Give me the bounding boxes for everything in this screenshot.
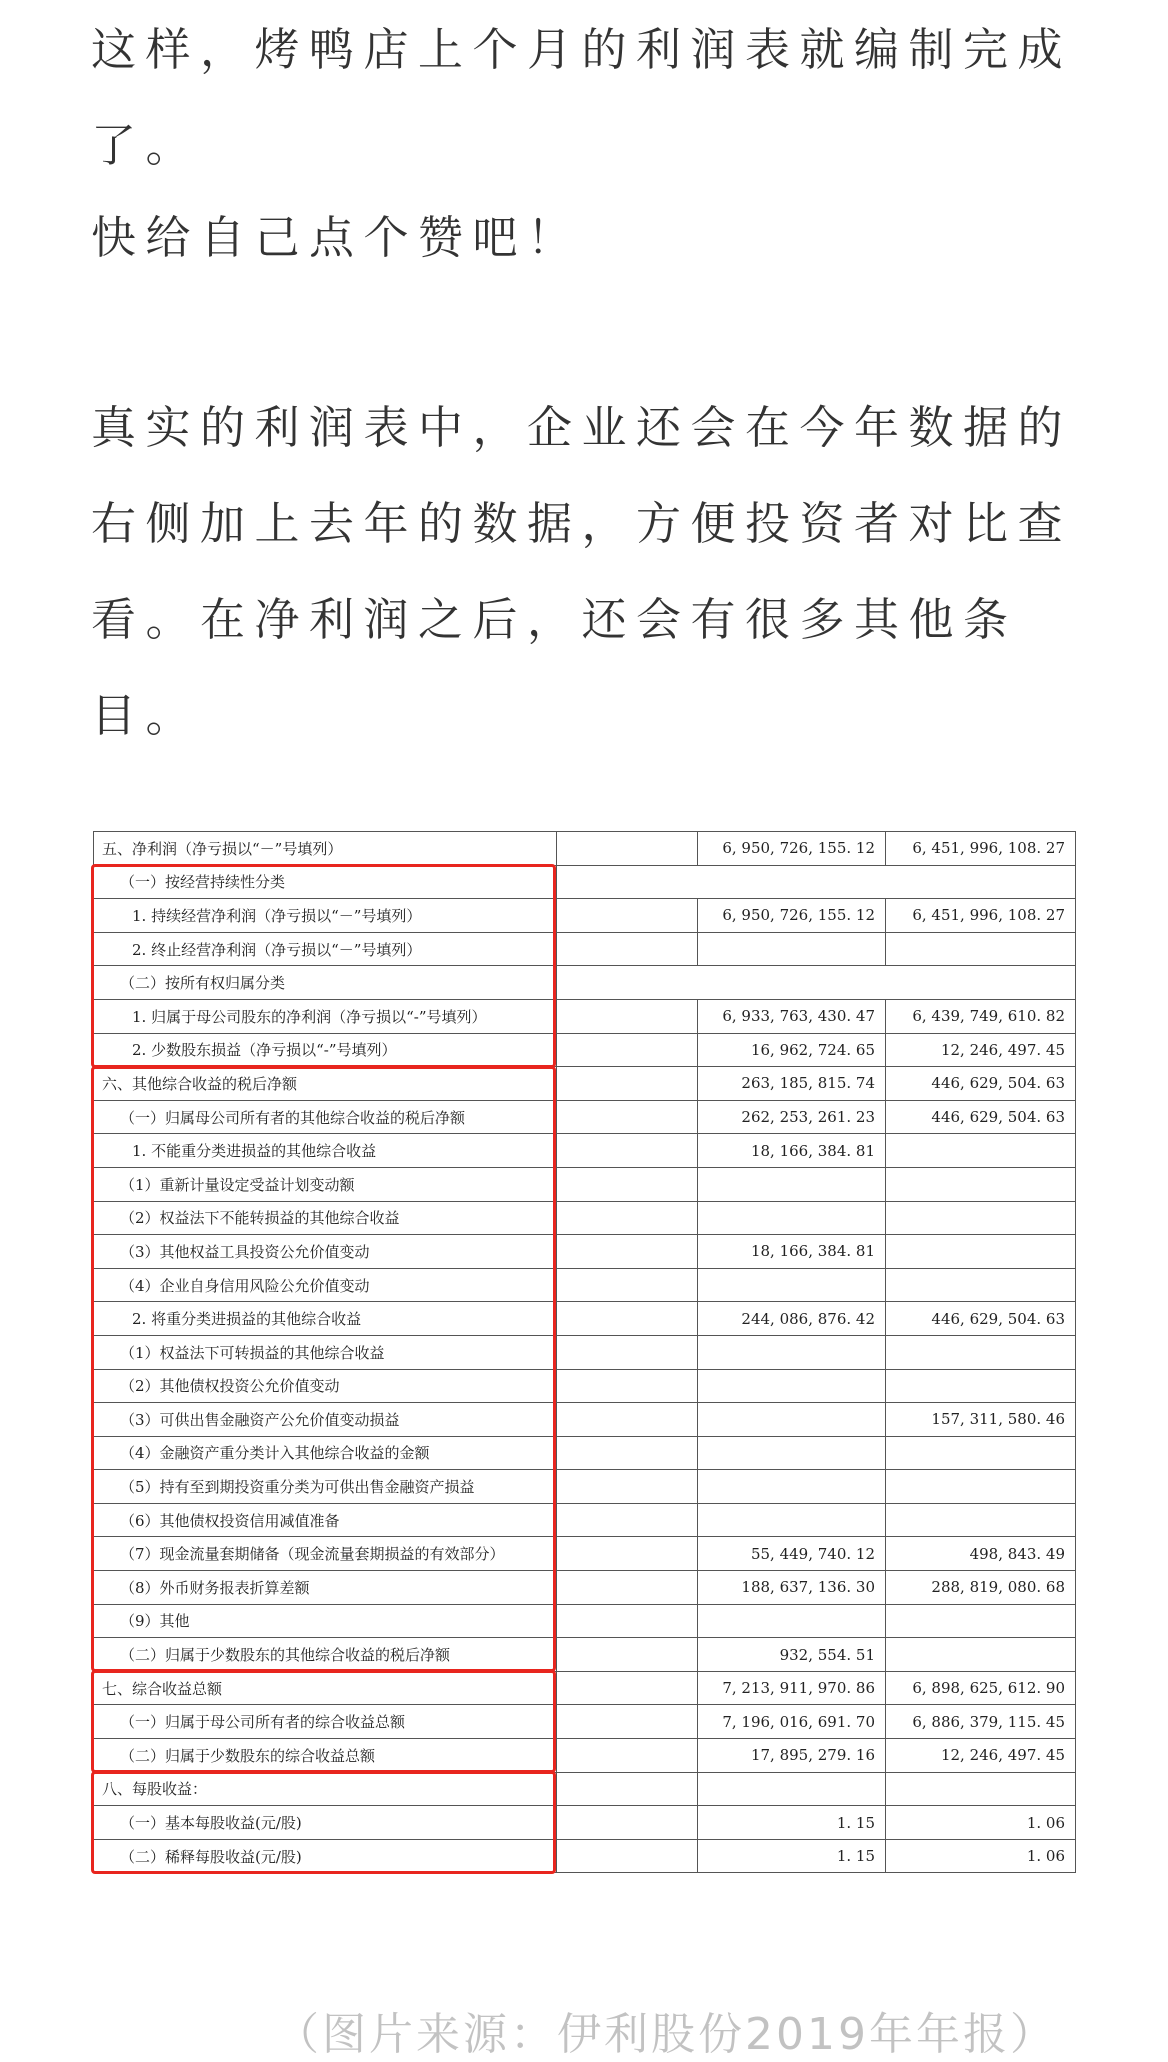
- table-row: [94, 1302, 1076, 1336]
- table-row: [94, 1772, 1076, 1806]
- table-row: [94, 932, 1076, 966]
- current-period-value: 18, 166, 384. 81: [698, 1134, 886, 1168]
- row-label: 2. 终止经营净利润（净亏损以“－”号填列）: [94, 932, 557, 966]
- blank-cell: [557, 1806, 698, 1840]
- prior-period-value: [886, 1369, 1076, 1403]
- prior-period-value: [886, 1167, 1076, 1201]
- table-row: [94, 1100, 1076, 1134]
- blank-cell: [557, 899, 698, 933]
- blank-cell: [557, 1235, 698, 1269]
- blank-cell: [557, 1739, 698, 1773]
- table-row: [94, 899, 1076, 933]
- row-label: 八、每股收益：: [94, 1772, 557, 1806]
- table-row: [94, 966, 1076, 1000]
- table-row: [94, 1806, 1076, 1840]
- blank-cell: [557, 1671, 698, 1705]
- row-label: （二）稀释每股收益(元/股): [94, 1839, 557, 1873]
- blank-cell: [557, 1067, 698, 1101]
- prior-period-value: 12, 246, 497. 45: [886, 1033, 1076, 1067]
- row-label: （一）归属母公司所有者的其他综合收益的税后净额: [94, 1100, 557, 1134]
- blank-cell: [557, 1167, 698, 1201]
- current-period-value: [698, 1369, 886, 1403]
- table-row: [94, 1537, 1076, 1571]
- row-label: （3）其他权益工具投资公允价值变动: [94, 1235, 557, 1269]
- table-row: [94, 999, 1076, 1033]
- paragraph-explanation: 真实的利润表中，企业还会在今年数据的右侧加上去年的数据，方便投资者对比查看。在净利润之后，还会有很多其他条目。: [91, 401, 1073, 742]
- current-period-value: [698, 1604, 886, 1638]
- table-row: [94, 1571, 1076, 1605]
- blank-cell: [557, 1604, 698, 1638]
- blank-cell: [557, 1571, 698, 1605]
- current-period-value: 17, 895, 279. 16: [698, 1739, 886, 1773]
- blank-cell: [557, 1436, 698, 1470]
- current-period-value: 55, 449, 740. 12: [698, 1537, 886, 1571]
- current-period-value: 244, 086, 876. 42: [698, 1302, 886, 1336]
- current-period-value: 18, 166, 384. 81: [698, 1235, 886, 1269]
- row-label: （4）金融资产重分类计入其他综合收益的金额: [94, 1436, 557, 1470]
- row-label: （3）可供出售金融资产公允价值变动损益: [94, 1403, 557, 1437]
- table-row: [94, 1235, 1076, 1269]
- table-row: [94, 1134, 1076, 1168]
- row-label: 2. 少数股东损益（净亏损以“-”号填列）: [94, 1033, 557, 1067]
- prior-period-value: 1. 06: [886, 1806, 1076, 1840]
- prior-period-value: [886, 1134, 1076, 1168]
- row-label: （7）现金流量套期储备（现金流量套期损益的有效部分）: [94, 1537, 557, 1571]
- table-row: [94, 1638, 1076, 1672]
- table-row: [94, 1604, 1076, 1638]
- table-row: [94, 1839, 1076, 1873]
- row-label: （1）重新计量设定受益计划变动额: [94, 1167, 557, 1201]
- row-label: （二）归属于少数股东的其他综合收益的税后净额: [94, 1638, 557, 1672]
- prior-period-value: 6, 886, 379, 115. 45: [886, 1705, 1076, 1739]
- prior-period-value: [886, 1235, 1076, 1269]
- current-period-value: 6, 950, 726, 155. 12: [698, 832, 886, 866]
- prior-period-value: [886, 1335, 1076, 1369]
- prior-period-value: 6, 439, 749, 610. 82: [886, 999, 1076, 1033]
- current-period-value: 6, 933, 763, 430. 47: [698, 999, 886, 1033]
- current-period-value: [698, 1335, 886, 1369]
- blank-cell: [557, 1470, 698, 1504]
- current-period-value: [698, 1403, 886, 1437]
- table-row: [94, 1503, 1076, 1537]
- blank-cell: [557, 1134, 698, 1168]
- current-period-value: [698, 1268, 886, 1302]
- prior-period-value: 446, 629, 504. 63: [886, 1302, 1076, 1336]
- row-label: （5）持有至到期投资重分类为可供出售金融资产损益: [94, 1470, 557, 1504]
- current-period-value: 262, 253, 261. 23: [698, 1100, 886, 1134]
- current-period-value: 6, 950, 726, 155. 12: [698, 899, 886, 933]
- income-statement-image: [93, 831, 1075, 1873]
- current-period-value: 1. 15: [698, 1839, 886, 1873]
- prior-period-value: 446, 629, 504. 63: [886, 1067, 1076, 1101]
- blank-cell: [557, 1268, 698, 1302]
- row-label: （9）其他: [94, 1604, 557, 1638]
- row-label: 1. 不能重分类进损益的其他综合收益: [94, 1134, 557, 1168]
- table-row: [94, 1403, 1076, 1437]
- blank-cell: [557, 1772, 698, 1806]
- row-label: 五、净利润（净亏损以“－”号填列）: [94, 832, 557, 866]
- row-label: （6）其他债权投资信用减值准备: [94, 1503, 557, 1537]
- table-row: [94, 1033, 1076, 1067]
- blank-cell: [557, 1302, 698, 1336]
- row-label: （二）按所有权归属分类: [94, 966, 557, 1000]
- table-row: [94, 1067, 1076, 1101]
- row-label: （一）归属于母公司所有者的综合收益总额: [94, 1705, 557, 1739]
- current-period-value: 7, 196, 016, 691. 70: [698, 1705, 886, 1739]
- prior-period-value: [886, 1470, 1076, 1504]
- current-period-value: 1. 15: [698, 1806, 886, 1840]
- current-period-value: [698, 1772, 886, 1806]
- blank-cell: [557, 1638, 698, 1672]
- row-label: （2）其他债权投资公允价值变动: [94, 1369, 557, 1403]
- blank-cell: [557, 1403, 698, 1437]
- current-period-value: 188, 637, 136. 30: [698, 1571, 886, 1605]
- row-label: 七、综合收益总额: [94, 1671, 557, 1705]
- merged-cell: [557, 865, 1076, 899]
- row-label: （8）外币财务报表折算差额: [94, 1571, 557, 1605]
- blank-cell: [557, 1537, 698, 1571]
- prior-period-value: [886, 1268, 1076, 1302]
- current-period-value: [698, 932, 886, 966]
- prior-period-value: [886, 932, 1076, 966]
- row-label: （一）按经营持续性分类: [94, 865, 557, 899]
- table-row: [94, 1671, 1076, 1705]
- blank-cell: [557, 1033, 698, 1067]
- blank-cell: [557, 1201, 698, 1235]
- table-row: [94, 865, 1076, 899]
- blank-cell: [557, 1100, 698, 1134]
- prior-period-value: [886, 1503, 1076, 1537]
- current-period-value: [698, 1167, 886, 1201]
- blank-cell: [557, 1839, 698, 1873]
- current-period-value: 932, 554. 51: [698, 1638, 886, 1672]
- blank-cell: [557, 832, 698, 866]
- row-label: 2. 将重分类进损益的其他综合收益: [94, 1302, 557, 1336]
- prior-period-value: [886, 1638, 1076, 1672]
- row-label: 1. 归属于母公司股东的净利润（净亏损以“-”号填列）: [94, 999, 557, 1033]
- row-label: 六、其他综合收益的税后净额: [94, 1067, 557, 1101]
- prior-period-value: 12, 246, 497. 45: [886, 1739, 1076, 1773]
- table-row: [94, 1268, 1076, 1302]
- prior-period-value: 288, 819, 080. 68: [886, 1571, 1076, 1605]
- row-label: （二）归属于少数股东的综合收益总额: [94, 1739, 557, 1773]
- prior-period-value: 1. 06: [886, 1839, 1076, 1873]
- current-period-value: 7, 213, 911, 970. 86: [698, 1671, 886, 1705]
- table-row: [94, 1739, 1076, 1773]
- paragraph-praise: 快给自己点个赞吧！: [91, 211, 582, 264]
- table-row: [94, 1167, 1076, 1201]
- prior-period-value: 6, 451, 996, 108. 27: [886, 832, 1076, 866]
- table-row: [94, 1436, 1076, 1470]
- blank-cell: [557, 999, 698, 1033]
- row-label: 1. 持续经营净利润（净亏损以“－”号填列）: [94, 899, 557, 933]
- blank-cell: [557, 932, 698, 966]
- table-row: [94, 832, 1076, 866]
- income-statement-table: [93, 831, 1076, 1873]
- row-label: （一）基本每股收益(元/股): [94, 1806, 557, 1840]
- blank-cell: [557, 1335, 698, 1369]
- prior-period-value: 498, 843. 49: [886, 1537, 1076, 1571]
- table-row: [94, 1369, 1076, 1403]
- blank-cell: [557, 1503, 698, 1537]
- image-source-caption: （图片来源：伊利股份2019年年报）: [275, 2009, 1057, 2060]
- prior-period-value: [886, 1201, 1076, 1235]
- prior-period-value: 6, 898, 625, 612. 90: [886, 1671, 1076, 1705]
- table-row: [94, 1470, 1076, 1504]
- row-label: （1）权益法下可转损益的其他综合收益: [94, 1335, 557, 1369]
- table-row: [94, 1705, 1076, 1739]
- prior-period-value: [886, 1436, 1076, 1470]
- prior-period-value: [886, 1772, 1076, 1806]
- prior-period-value: 157, 311, 580. 46: [886, 1403, 1076, 1437]
- prior-period-value: 6, 451, 996, 108. 27: [886, 899, 1076, 933]
- merged-cell: [557, 966, 1076, 1000]
- current-period-value: [698, 1436, 886, 1470]
- blank-cell: [557, 1369, 698, 1403]
- row-label: （2）权益法下不能转损益的其他综合收益: [94, 1201, 557, 1235]
- paragraph-completion: 这样，烤鸭店上个月的利润表就编制完成了。: [91, 23, 1073, 172]
- current-period-value: [698, 1503, 886, 1537]
- current-period-value: 263, 185, 815. 74: [698, 1067, 886, 1101]
- current-period-value: [698, 1470, 886, 1504]
- prior-period-value: 446, 629, 504. 63: [886, 1100, 1076, 1134]
- blank-cell: [557, 1705, 698, 1739]
- prior-period-value: [886, 1604, 1076, 1638]
- current-period-value: [698, 1201, 886, 1235]
- table-row: [94, 1335, 1076, 1369]
- row-label: （4）企业自身信用风险公允价值变动: [94, 1268, 557, 1302]
- current-period-value: 16, 962, 724. 65: [698, 1033, 886, 1067]
- table-row: [94, 1201, 1076, 1235]
